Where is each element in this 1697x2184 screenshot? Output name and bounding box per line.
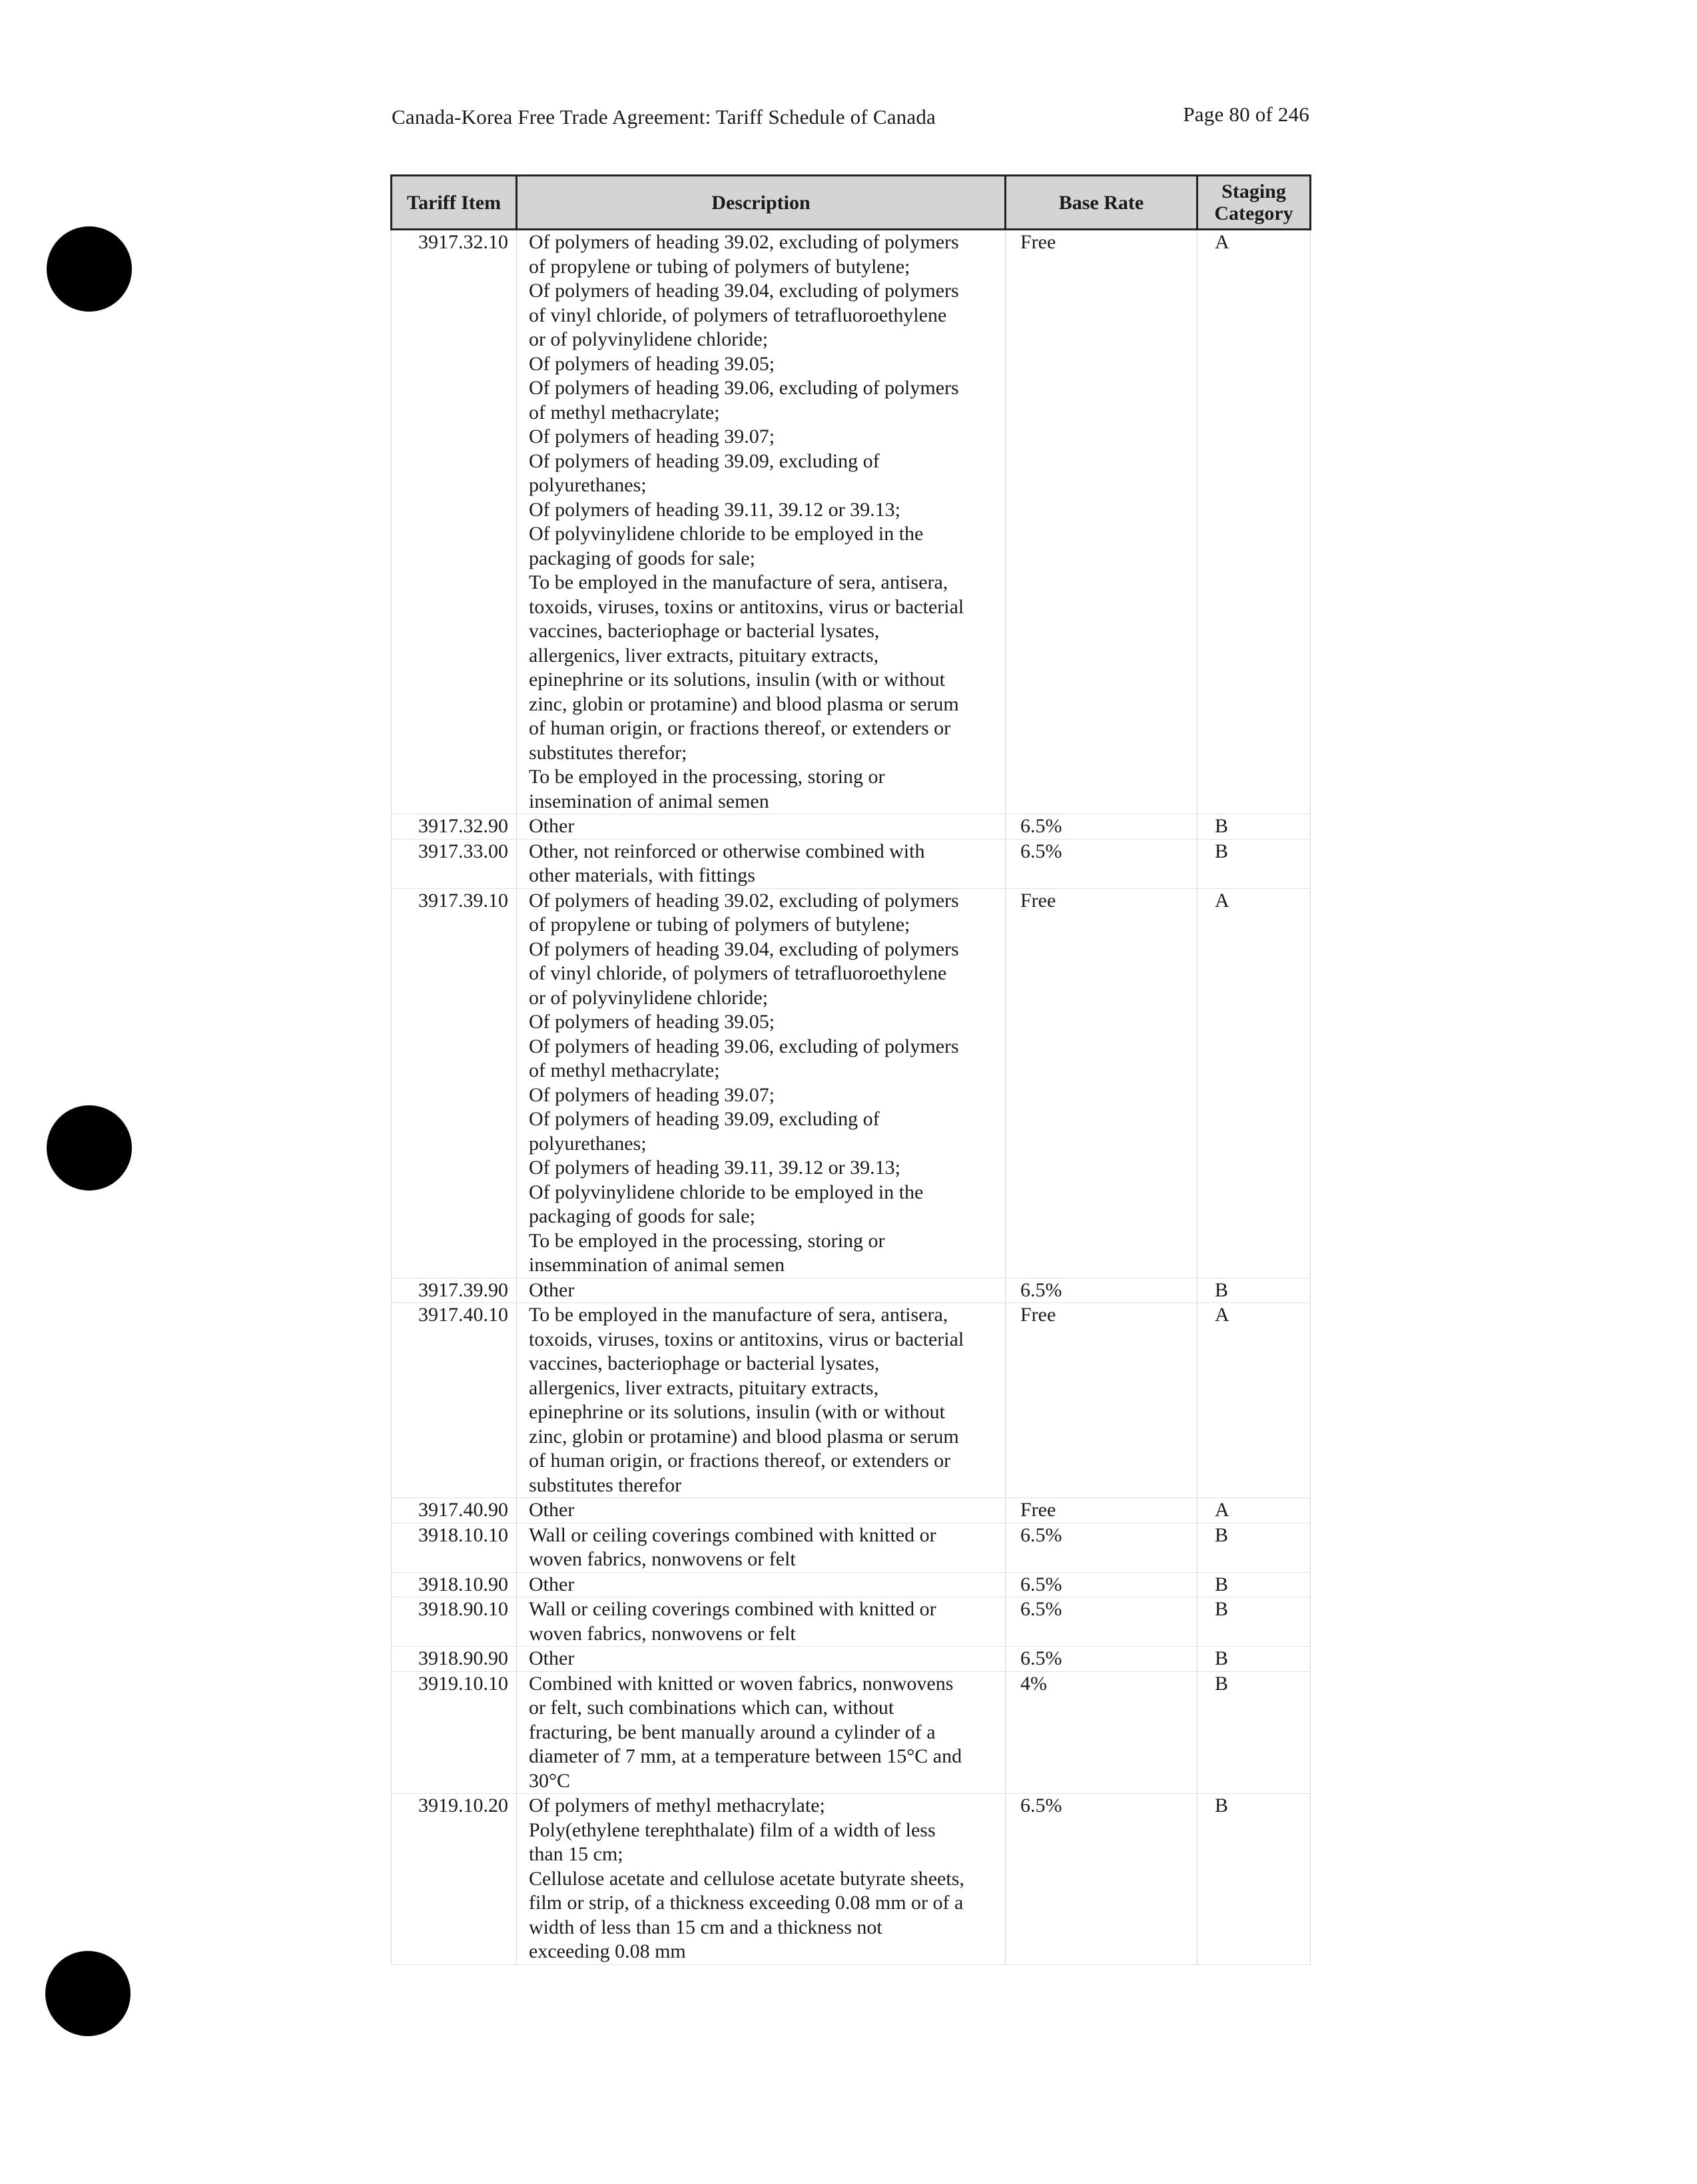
description-line: Other: [529, 1573, 575, 1595]
description-line: allergenics, liver extracts, pituitary extracts,: [529, 644, 879, 667]
page-header: [392, 101, 1309, 135]
base-rate-cell: Free: [1006, 888, 1197, 1278]
description-line: Of polyvinylidene chloride to be employed in the: [529, 1181, 924, 1203]
description-cell: [517, 839, 1006, 888]
description-cell: [517, 888, 1006, 1278]
base-rate-cell: 4%: [1006, 1671, 1197, 1794]
description-cell: [517, 1498, 1006, 1523]
description-line: Other: [529, 1647, 575, 1669]
description-line: Other, not reinforced or otherwise combined with: [529, 840, 925, 862]
description-line: woven fabrics, nonwovens or felt: [529, 1622, 796, 1645]
table-row: [392, 1278, 1311, 1303]
description-line: of propylene or tubing of polymers of butylene;: [529, 914, 910, 936]
staging-category-cell: B: [1197, 1671, 1311, 1794]
description-line: packaging of goods for sale;: [529, 1205, 755, 1227]
staging-category-cell: A: [1197, 230, 1311, 814]
description-cell: [517, 1671, 1006, 1794]
description-line: woven fabrics, nonwovens or felt: [529, 1548, 796, 1570]
description-line: Wall or ceiling coverings combined with knitted or: [529, 1598, 936, 1620]
page-number: Page 80 of 246: [1183, 103, 1309, 126]
description-line: or felt, such combinations which can, without: [529, 1697, 894, 1719]
description-line: or of polyvinylidene chloride;: [529, 328, 769, 350]
description-line: or of polyvinylidene chloride;: [529, 986, 769, 1009]
binder-hole-top: [47, 226, 132, 312]
tariff-item-cell: 3917.40.90: [392, 1498, 517, 1523]
base-rate-cell: 6.5%: [1006, 1278, 1197, 1303]
description-line: fracturing, be bent manually around a cylinder of a: [529, 1721, 936, 1743]
description-line: vaccines, bacteriophage or bacterial lysates,: [529, 620, 880, 642]
tariff-table-container: [390, 174, 1309, 1965]
tariff-item-cell: 3917.32.90: [392, 814, 517, 840]
binder-hole-middle: [47, 1105, 132, 1191]
description-line: polyurethanes;: [529, 474, 647, 496]
base-rate-cell: 6.5%: [1006, 839, 1197, 888]
description-line: Other: [529, 1499, 575, 1521]
table-row: [392, 1572, 1311, 1597]
table-row: [392, 1794, 1311, 1965]
base-rate-cell: 6.5%: [1006, 1794, 1197, 1965]
table-row: [392, 888, 1311, 1278]
tariff-item-cell: 3917.39.90: [392, 1278, 517, 1303]
table-row: [392, 1671, 1311, 1794]
description-cell: [517, 230, 1006, 814]
description-line: epinephrine or its solutions, insulin (with or without: [529, 1401, 945, 1423]
description-cell: [517, 1597, 1006, 1647]
description-cell: [517, 1278, 1006, 1303]
table-body: [392, 230, 1311, 1965]
description-line: film or strip, of a thickness exceeding 0.08 mm or of a: [529, 1892, 964, 1914]
description-line: To be employed in the manufacture of sera, antisera,: [529, 571, 948, 593]
description-line: zinc, globin or protamine) and blood plasma or serum: [529, 692, 959, 715]
tariff-item-cell: 3918.90.90: [392, 1647, 517, 1672]
column-header-staging-category: Staging Category: [1197, 176, 1311, 230]
base-rate-cell: Free: [1006, 230, 1197, 814]
description-line: allergenics, liver extracts, pituitary extracts,: [529, 1376, 879, 1399]
description-line: substitutes therefor: [529, 1474, 682, 1496]
description-cell: [517, 1523, 1006, 1572]
binder-hole-bottom: [45, 1951, 131, 2036]
staging-category-cell: A: [1197, 1303, 1311, 1498]
table-header-row: [392, 176, 1311, 230]
description-line: To be employed in the processing, storing or: [529, 766, 885, 788]
description-line: polyurethanes;: [529, 1132, 647, 1155]
staging-category-cell: B: [1197, 1572, 1311, 1597]
description-cell: [517, 814, 1006, 840]
description-line: 30°C: [529, 1769, 571, 1792]
tariff-item-cell: 3917.32.10: [392, 230, 517, 814]
base-rate-cell: 6.5%: [1006, 1647, 1197, 1672]
table-row: [392, 1303, 1311, 1498]
description-line: To be employed in the manufacture of sera, antisera,: [529, 1304, 948, 1326]
description-line: Of polymers of heading 39.02, excluding of polymers: [529, 231, 959, 253]
description-line: epinephrine or its solutions, insulin (with or without: [529, 669, 945, 690]
staging-category-cell: A: [1197, 1498, 1311, 1523]
tariff-item-cell: 3917.39.10: [392, 888, 517, 1278]
description-line: of vinyl chloride, of polymers of tetrafluoroethylene: [529, 962, 947, 984]
tariff-item-cell: 3918.90.10: [392, 1597, 517, 1647]
description-line: Of polymers of heading 39.05;: [529, 352, 775, 375]
description-line: other materials, with fittings: [529, 864, 755, 886]
description-line: of methyl methacrylate;: [529, 1059, 720, 1081]
description-line: Of polymers of heading 39.06, excluding of polymers: [529, 1035, 959, 1057]
description-line: Combined with knitted or woven fabrics, nonwovens: [529, 1672, 954, 1695]
description-cell: [517, 1572, 1006, 1597]
description-line: than 15 cm;: [529, 1843, 623, 1865]
description-cell: [517, 1794, 1006, 1965]
staging-category-cell: B: [1197, 1597, 1311, 1647]
staging-category-cell: B: [1197, 1523, 1311, 1572]
description-cell: [517, 1303, 1006, 1498]
tariff-item-cell: 3919.10.20: [392, 1794, 517, 1965]
description-line: Of polymers of heading 39.02, excluding of polymers: [529, 889, 959, 912]
table-row: [392, 1523, 1311, 1572]
description-line: Of polymers of heading 39.04, excluding of polymers: [529, 280, 959, 302]
description-line: Of polymers of heading 39.07;: [529, 1083, 775, 1106]
description-line: width of less than 15 cm and a thickness not: [529, 1916, 882, 1938]
base-rate-cell: Free: [1006, 1303, 1197, 1498]
description-line: Wall or ceiling coverings combined with knitted or: [529, 1523, 936, 1546]
table-row: [392, 230, 1311, 814]
table-row: [392, 814, 1311, 840]
tariff-item-cell: 3919.10.10: [392, 1671, 517, 1794]
tariff-item-cell: 3918.10.90: [392, 1572, 517, 1597]
tariff-item-cell: 3917.33.00: [392, 839, 517, 888]
base-rate-cell: Free: [1006, 1498, 1197, 1523]
staging-category-cell: B: [1197, 1647, 1311, 1672]
description-line: exceeding 0.08 mm: [529, 1940, 686, 1962]
description-line: diameter of 7 mm, at a temperature between 15°C and: [529, 1745, 962, 1767]
staging-category-cell: B: [1197, 839, 1311, 888]
table-row: [392, 1647, 1311, 1672]
description-line: Of polymers of heading 39.11, 39.12 or 39.13;: [529, 498, 900, 521]
staging-category-cell: B: [1197, 1278, 1311, 1303]
description-line: Of polymers of heading 39.07;: [529, 425, 775, 447]
description-line: Of polymers of heading 39.09, excluding of: [529, 1108, 880, 1130]
base-rate-cell: 6.5%: [1006, 1597, 1197, 1647]
description-line: Poly(ethylene terephthalate) film of a width of less: [529, 1818, 936, 1841]
description-line: toxoids, viruses, toxins or antitoxins, virus or bacterial: [529, 1328, 964, 1350]
tariff-item-cell: 3918.10.10: [392, 1523, 517, 1572]
base-rate-cell: 6.5%: [1006, 1572, 1197, 1597]
column-header-description: Description: [517, 176, 1006, 230]
description-line: Of polymers of methyl methacrylate;: [529, 1794, 825, 1816]
staging-category-cell: B: [1197, 1794, 1311, 1965]
description-line: insemination of animal semen: [529, 790, 769, 812]
tariff-item-cell: 3917.40.10: [392, 1303, 517, 1498]
description-line: packaging of goods for sale;: [529, 547, 755, 569]
base-rate-cell: 6.5%: [1006, 814, 1197, 840]
tariff-schedule-table: [390, 174, 1311, 1965]
description-line: Of polymers of heading 39.09, excluding of: [529, 449, 880, 472]
description-line: Other: [529, 815, 575, 837]
document-title: Canada-Korea Free Trade Agreement: Tariff Schedule of Canada: [392, 105, 936, 129]
description-line: of propylene or tubing of polymers of butylene;: [529, 255, 910, 278]
description-line: vaccines, bacteriophage or bacterial lysates,: [529, 1352, 880, 1374]
description-line: insemmination of animal semen: [529, 1254, 785, 1276]
description-line: substitutes therefor;: [529, 741, 687, 764]
description-line: of vinyl chloride, of polymers of tetrafluoroethylene: [529, 304, 947, 326]
description-line: Of polymers of heading 39.11, 39.12 or 39.13;: [529, 1157, 900, 1179]
description-line: of human origin, or fractions thereof, or extenders or: [529, 1450, 951, 1472]
description-line: To be employed in the processing, storing or: [529, 1229, 885, 1252]
staging-category-cell: A: [1197, 888, 1311, 1278]
description-line: Of polymers of heading 39.06, excluding of polymers: [529, 377, 959, 399]
description-line: Of polymers of heading 39.05;: [529, 1011, 775, 1033]
base-rate-cell: 6.5%: [1006, 1523, 1197, 1572]
table-row: [392, 1498, 1311, 1523]
description-line: zinc, globin or protamine) and blood plasma or serum: [529, 1425, 959, 1448]
staging-category-cell: B: [1197, 814, 1311, 840]
description-line: toxoids, viruses, toxins or antitoxins, virus or bacterial: [529, 595, 964, 618]
column-header-tariff-item: Tariff Item: [392, 176, 517, 230]
description-cell: [517, 1647, 1006, 1672]
description-line: of methyl methacrylate;: [529, 401, 720, 423]
description-line: Other: [529, 1278, 575, 1301]
description-line: Of polymers of heading 39.04, excluding of polymers: [529, 938, 959, 960]
column-header-base-rate: Base Rate: [1006, 176, 1197, 230]
description-line: Cellulose acetate and cellulose acetate butyrate sheets,: [529, 1867, 964, 1890]
description-line: of human origin, or fractions thereof, or extenders or: [529, 717, 951, 739]
description-line: Of polyvinylidene chloride to be employed in the: [529, 523, 924, 545]
table-row: [392, 1597, 1311, 1647]
table-row: [392, 839, 1311, 888]
